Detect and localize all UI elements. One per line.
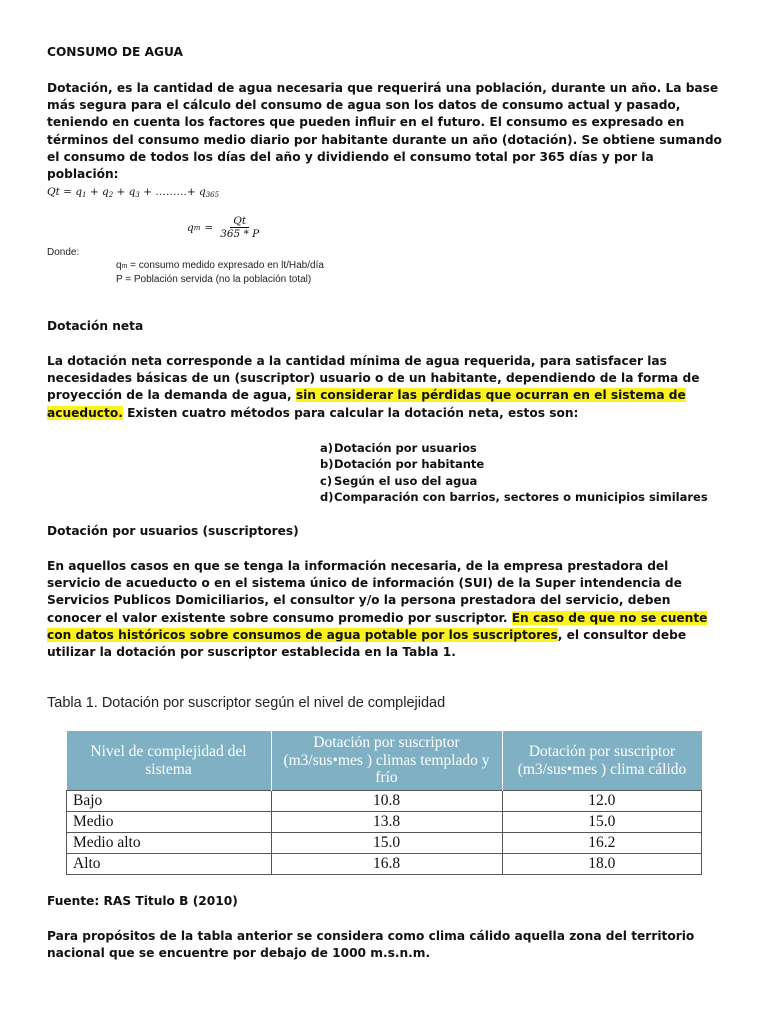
usuarios-text: En aquellos casos en que se tenga la información necesaria, de la empresa prestadora del servicio de acueducto o en el sistema único de información (SUI) de la Super intendencia de Servicios Publicos Domiciliarios, el consultor y/o la persona prestadora del servicio, deben conocer el valor existente sobre consumo promedio por suscriptor.: [47, 559, 682, 625]
list-item: [320, 489, 708, 505]
table-cell: 15.0: [502, 812, 702, 833]
fraction: [217, 215, 262, 240]
formula-sub: 365: [205, 191, 220, 199]
formula-terms: [75, 186, 219, 198]
table-cell: 13.8: [271, 812, 502, 833]
list-item: [320, 473, 708, 489]
table-row: [67, 854, 702, 875]
formula-sub: m: [193, 223, 201, 232]
table-cell: Alto: [67, 854, 272, 875]
table-row: [67, 812, 702, 833]
section-heading-usuarios: Dotación por usuarios (suscriptores): [47, 524, 299, 538]
formula-qm: q: [187, 221, 194, 234]
formula-sub: 2: [108, 191, 114, 199]
section-heading-neta: Dotación neta: [47, 319, 144, 333]
table-cell: 15.0: [271, 833, 502, 854]
formula-term: q: [75, 186, 83, 198]
neta-paragraph: [47, 353, 723, 422]
table-row: [67, 833, 702, 854]
formula-term: + q: [89, 186, 109, 198]
table-header-row: [67, 731, 702, 791]
definition-qm: [116, 260, 324, 271]
list-text: Dotación por usuarios: [334, 441, 477, 455]
table-header-cell: Nivel de complejidad del sistema: [67, 731, 272, 791]
table-header-cell: Dotación por suscriptor (m3/sus•mes ) climas templado y frío: [271, 731, 502, 791]
formula-sub: 3: [135, 191, 140, 199]
total-consumption-formula: $Qt = q_1 + q_2 + q_3$ + ………+ $q_{365}$: [47, 186, 220, 199]
table-cell: Medio alto: [67, 833, 272, 854]
definition-p: P = Población servida (no la población total): [116, 274, 312, 285]
table-cell: 16.2: [502, 833, 702, 854]
definition-sub: m: [121, 263, 128, 270]
definition-symbol: q: [116, 260, 122, 271]
methods-list: [320, 440, 708, 505]
table-cell: Bajo: [67, 791, 272, 812]
formula-qt: Qt: [47, 186, 60, 198]
intro-paragraph: Dotación, es la cantidad de agua necesaria que requerirá una población, durante un año. La base más segura para el cálculo del consumo de agua son los datos de consumo actual y pasado, teniendo en cuenta los factores que pueden influir en el futuro. El consumo es expresado en términos del consumo medio diario por habitante durante un año (dotación). Se obtiene sumando el consumo de todos los días del año y dividiendo el consumo total por 365 días y por la población:: [47, 81, 722, 182]
list-item: [320, 440, 708, 456]
fraction-numerator: Qt: [230, 215, 249, 228]
neta-text: Existen cuatro métodos para calcular la dotación neta, estos son:: [122, 405, 579, 420]
list-item: [320, 456, 708, 472]
donde-label: Donde:: [47, 247, 80, 258]
list-text: Según el uso del agua: [334, 473, 478, 488]
fraction-denominator: 365 * P: [220, 228, 260, 240]
table-cell: 18.0: [502, 854, 702, 875]
highlighted-text: sin considerar las pérdidas que ocurran en el sistema de acueducto.: [47, 388, 686, 420]
table-cell: Medio: [67, 812, 272, 833]
list-text: Dotación por habitante: [334, 457, 485, 472]
list-label: a): [320, 441, 334, 455]
table-cell: 12.0: [502, 791, 702, 812]
formula-term: + ………+ q: [143, 186, 206, 198]
table-header-cell: Dotación por suscriptor (m3/sus•mes ) clima cálido: [502, 731, 702, 791]
mean-consumption-formula: [187, 215, 262, 240]
table-row: [67, 791, 702, 812]
usuarios-text: , el consultor debe utilizar la dotación por suscriptor establecida en la Tabla 1.: [47, 627, 687, 660]
list-label: b): [320, 457, 334, 472]
neta-text: La dotación neta corresponde a la cantidad mínima de agua requerida, para satisfacer las necesidades básicas de un (suscriptor) usuario o de un habitante, dependiendo de la forma de proyección de la demanda de agua,: [47, 354, 700, 403]
definition-text: = consumo medido expresado en lt/Hab/día: [127, 260, 324, 271]
list-text: Comparación con barrios, sectores o municipios similares: [334, 489, 708, 504]
list-label: d): [320, 489, 334, 504]
formula-term: + q: [116, 186, 136, 198]
page-title: CONSUMO DE AGUA: [47, 45, 183, 59]
usuarios-paragraph: [47, 558, 723, 661]
table-cell: 16.8: [271, 854, 502, 875]
table-cell: 10.8: [271, 791, 502, 812]
table-caption: Tabla 1. Dotación por suscriptor según el nivel de complejidad: [47, 695, 446, 711]
source-note: Fuente: RAS Titulo B (2010): [47, 894, 238, 908]
highlighted-text: En caso de que no se cuente con datos históricos sobre consumos de agua potable por los suscriptores: [47, 610, 708, 642]
dotacion-table: [66, 731, 702, 875]
equals-sign: =: [204, 221, 214, 234]
list-label: c): [320, 473, 333, 488]
footer-paragraph: Para propósitos de la tabla anterior se considera como clima cálido aquella zona del territorio nacional que se encuentre por debajo de 1000 m.s.n.m.: [47, 929, 695, 961]
formula-sub: 1: [82, 191, 87, 199]
